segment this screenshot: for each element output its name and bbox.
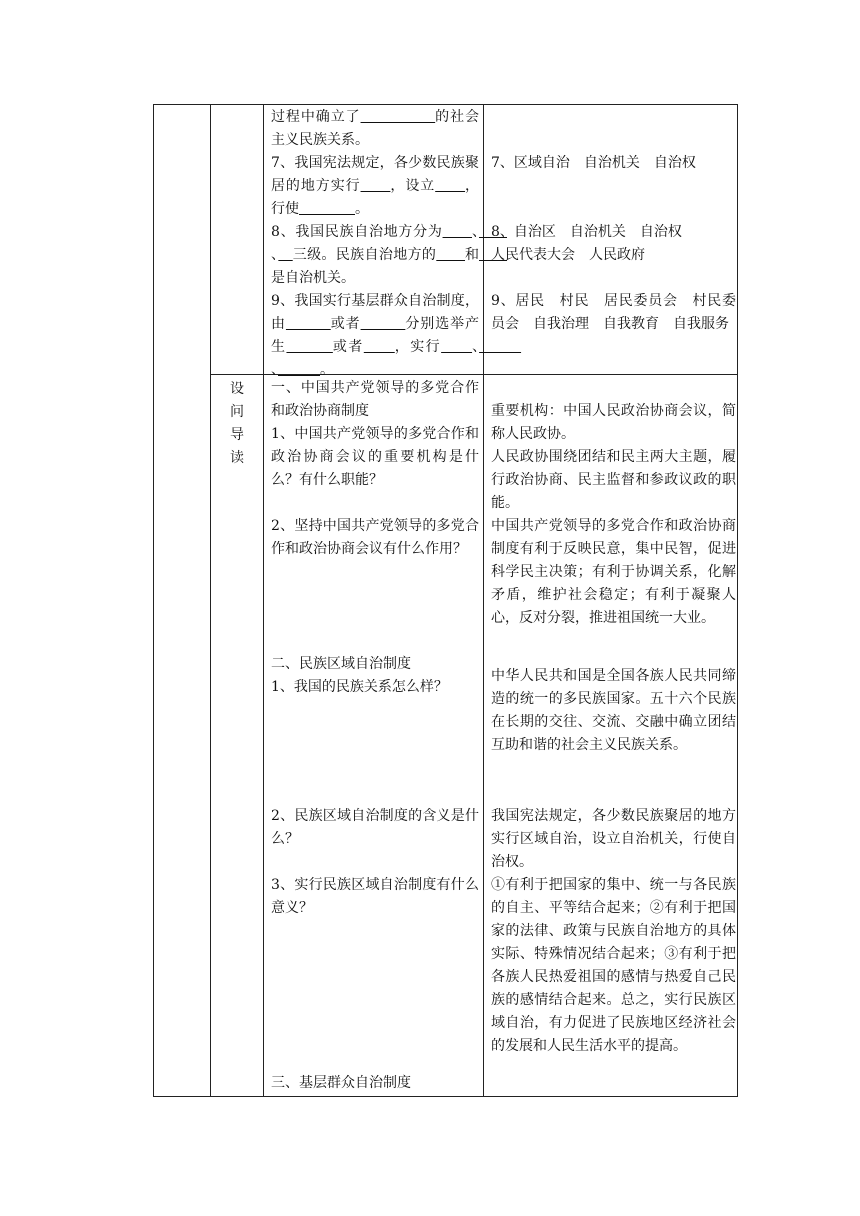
question-7: 7、我国宪法规定，各少数民族聚居的地方实行 ，设立 ，行使 。 [271, 155, 480, 217]
question: 2、民族区域自治制度的含义是什么？ [271, 808, 479, 847]
label-char: 读 [230, 450, 244, 466]
answer-8: 8、自治区 自治机关 自治权 人民代表大会 人民政府 [491, 224, 682, 263]
label-char: 设 [230, 381, 244, 397]
answer: ①有利于把国家的集中、统一与各民族的自主、平等结合起来；②有利于把国家的法律、政策与民族自治地方的具体实际、特殊情况结合起来；③有利于把各族人民热爱祖国的感情与热爱自己民族的感情结合起来。总之，实行民族区域自治，有力促进了民族地区经济社会的发展和人民生活水平的提高。 [491, 877, 736, 1054]
label-char: 问 [230, 404, 244, 420]
answer: 重要机构：中国人民政治协商会议，简称人民政协。 [491, 403, 736, 442]
answer: 我国宪法规定，各少数民族聚居的地方实行区域自治，设立自治机关，行使自治权。 [491, 808, 736, 870]
answer: 中华人民共和国是全国各族人民共同缔造的统一的多民族国家。五十六个民族在长期的交往、交流、交融中确立团结互助和谐的社会主义民族关系。 [491, 668, 736, 753]
table-border-left [153, 104, 154, 1097]
question: 1、中国共产党领导的多党合作和政治协商会议的重要机构是什么？有什么职能？ [271, 426, 479, 488]
table-divider-1 [210, 104, 211, 1097]
table-border-right [737, 104, 738, 1097]
question-9: 9、我国实行基层群众自治制度，由 或者 分别选举产生 或者 ，实行 、 、 。 [271, 293, 480, 378]
label-char: 导 [230, 427, 244, 443]
question: 2、坚持中国共产党领导的多党合作和政治协商会议有什么作用？ [271, 518, 479, 557]
question: 1、我国的民族关系怎么样？ [271, 679, 448, 695]
answer: 中国共产党领导的多党合作和政治协商制度有利于反映民意，集中民智，促进科学民主决策；有利于协调关系，化解矛盾，维护社会稳定；有利于凝聚人心，反对分裂，推进祖国统一大业。 [491, 518, 736, 626]
table-border-top [153, 104, 738, 105]
section-heading-2: 二、民族区域自治制度 [271, 656, 411, 672]
table-border-bottom [153, 1096, 738, 1097]
section-heading-1: 一、中国共产党领导的多党合作和政治协商制度 [271, 380, 479, 419]
answer-9: 9、居民 村民 居民委员会 村民委员会 自我治理 自我教育 自我服务 [491, 293, 736, 332]
question-6-tail: 过程中确立了 的社会主义民族关系。 [271, 109, 480, 148]
answer-7: 7、区域自治 自治机关 自治权 [491, 155, 696, 171]
answer: 人民政协围绕团结和民主两大主题，履行政治协商、民主监督和参政议政的职能。 [491, 449, 736, 511]
section-heading-3: 三、基层群众自治制度 [271, 1075, 411, 1091]
section-label [214, 378, 260, 470]
question: 3、实行民族区域自治制度有什么意义？ [271, 877, 479, 916]
table-divider-2 [263, 104, 264, 1097]
question-8: 8、我国民族自治地方分为 、 、 三级。民族自治地方的 和 是自治机关。 [271, 224, 480, 286]
